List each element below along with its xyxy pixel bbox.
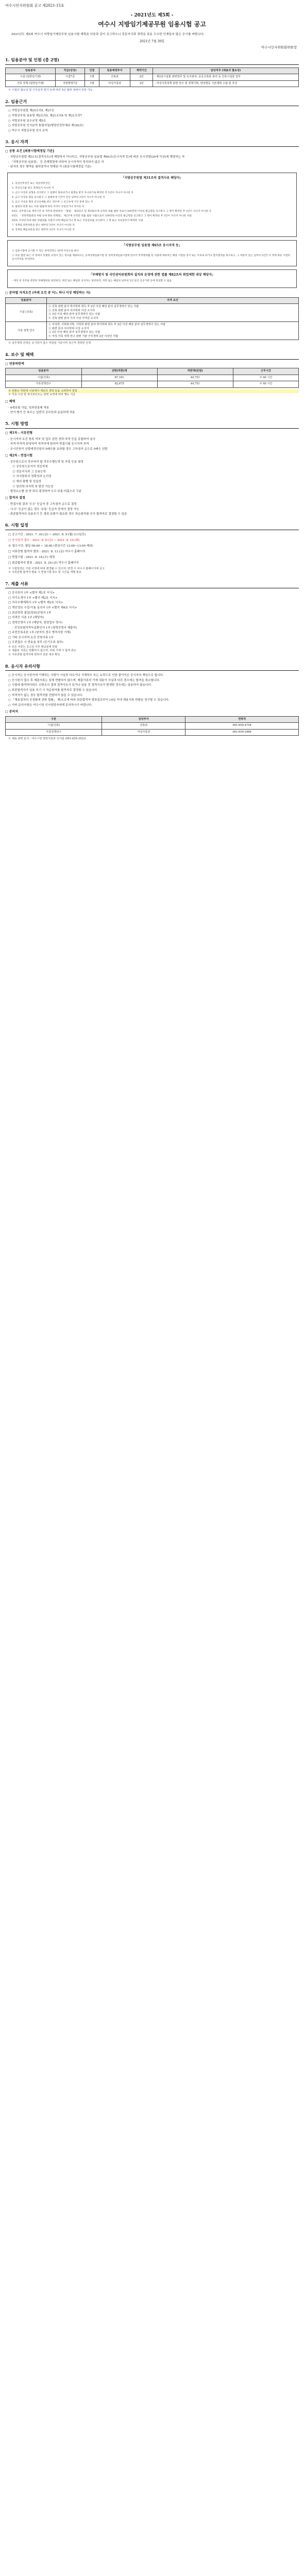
schedule-note: ※ 서류전형 합격자 발표 시 면접시험 장소 및 시간을 개별 통보 <box>8 571 81 574</box>
positions-table <box>5 67 299 88</box>
box-line: 2. 파산선고를 받고 복권되지 아니한 자 <box>12 187 54 190</box>
list-item: □ 응시원서 1부 <별지 제1호 서식> <box>8 591 55 595</box>
list-item: ○ 응시자는 응시원서에 기재하는 사항이 사실과 다르거나 기재착오 또는 누락으로 인한 불이익은 응시자의 책임으로 합니다. <box>8 674 164 677</box>
box-line: - 재직 중 직무와 관련된 부패행위로 당연퇴직, 파면 또는 해임된 공직자는 당연퇴직, 파면 또는 해임된 날부터 5년 동안 공공기관 등에 취업할 수 없음 <box>12 279 172 282</box>
box-line: 7. 징계로 파면처분을 받은 때부터 5년이 지나지 아니한 자 <box>12 224 75 227</box>
table-header: 자격 요건 <box>47 297 299 304</box>
section-title: 4. 보수 및 혜택 <box>5 352 299 360</box>
table-cell <box>47 304 299 322</box>
subsection-title: □ 문의처 <box>5 709 19 714</box>
table-cell: 1명 <box>85 74 99 81</box>
table-header: 연락처 <box>185 716 299 723</box>
table-cell: 061-659-4754 <box>185 723 299 730</box>
table-cell: 061-659-3466 <box>185 729 299 736</box>
box-title: 「지방공무원 임용령 제65조 응시자격 등」 <box>122 243 182 247</box>
list-item: - 「지방공무원 임용령」 등 관계법령에 의하여 응시자격이 정지되지 않은 자 <box>8 160 104 164</box>
section-title: 6. 시험 일정 <box>5 522 299 530</box>
list-item: □ 경력증명서 1부 (해당자, 담당업무 명시) <box>8 621 62 624</box>
subsection-title: □ 합격자 결정 <box>5 496 25 500</box>
list-item: ○ 지방공무원 보수규정 제5조 <box>8 119 46 123</box>
table-cell: 가족정책연구 <box>6 381 82 388</box>
box-title: 「부패방지 및 국민권익위원회의 설치와 운영에 관한 법률 제82조의 취업제한 대상 해당자」 <box>89 273 215 277</box>
salary-table <box>5 368 299 388</box>
table-cell: 2년 <box>130 80 153 87</box>
section-schedule <box>5 522 299 574</box>
list-item: □ 기타 응시자격 요건 증빙서류 1부 <box>8 636 54 639</box>
list-item: ○ 최종합격자가 임용 포기 시 차순위자를 합격자로 결정할 수 있습니다. <box>8 688 98 692</box>
list-item: ○ 「채용절차의 공정화에 관한 법률」 제11조에 따라 최종합격자 발표일로부터 14일 이내 채용서류 반환을 청구할 수 있습니다. <box>8 699 170 702</box>
list-item: ○ 지방공무원 임용령 제3조의5, 제21조의4 및 제21조의7 <box>8 114 82 117</box>
list-item: ⑤ 창의력·의지력 및 발전 가능성 <box>12 485 54 488</box>
table-header: 인원 <box>85 67 99 74</box>
section-legal-basis <box>5 99 299 133</box>
list-item: □ 자기소개서 1부 <별지 제2호 서식> <box>8 596 58 600</box>
table-header: 임용분야 <box>6 67 56 74</box>
list-item: - 적격·부적격 판정하여 적격자에 한하여 면접시험 응시자격 부여 <box>8 443 89 446</box>
list-item: □ 개인정보 수집·이용 동의서 1부 <별지 제4호 서식> <box>8 606 77 610</box>
table-cell: 여성가족과 <box>102 729 185 736</box>
box-line: 3. 금고 이상의 실형을 선고받고 그 집행이 종료되거나 집행을 받지 아니하기로 확정된 후 5년이 지나지 아니한 자 <box>12 192 133 195</box>
section-qualifications <box>5 139 299 346</box>
table-row <box>6 322 299 340</box>
list-item: ○ 시험에 합격하더라도 신원조사 결과 결격사유가 있거나 임용 전 결격사유가 발생한 경우에는 임용하지 않습니다. <box>8 684 152 687</box>
list-item: ○ 응시원서 접수 후 제출서류는 일체 반환하지 않으며, 제출서류의 기재 내용이 사실과 다른 경우에는 합격을 취소합니다. <box>8 679 160 682</box>
subsection-title: □ 분야별 자격요건 (아래 요건 중 어느 하나 이상 해당하는 자) <box>5 291 91 295</box>
schedule-item: □ 서류전형 합격자 발표 : 2021. 8. 13.(금) 여수시 홈페이지 <box>8 550 86 554</box>
qualification-item: ① 건축 관련 분야 학사학위 취득 후 2년 이상 해당 분야 실무경력이 있는 사람 <box>48 305 139 309</box>
announcement-date: 2021년 7월 30일 <box>140 39 164 43</box>
subsection-title: □ 연봉하한액 <box>5 362 24 366</box>
anticorruption-box <box>7 269 297 288</box>
table-cell: 시설(건축) <box>6 375 82 381</box>
schedule-item: □ 응시원서 접수 : 2021. 8. 6.(금) ~ 2021. 8. 10.(화) <box>8 539 80 543</box>
table-cell: 87,161 <box>81 375 157 381</box>
box-line: 4. 금고 이상의 형을 선고받고 그 집행유예 기간이 끝난 날부터 2년이 지나지 아니한 자 <box>12 196 105 199</box>
qualification-item: ③ 3년 이상 해당 분야 실무경력이 있는 사람 <box>48 313 100 316</box>
box-title: 「지방공무원법 제31조의 결격사유 해당자」 <box>121 176 183 180</box>
qualification-item: ① 여성학, 사회복지학, 가족학 관련 분야 학사학위 취득 후 2년 이상 해당 분야 실무경력이 있는 사람 <box>48 323 165 327</box>
eligibility-box <box>7 240 297 267</box>
table-cell: 82,675 <box>81 381 157 388</box>
list-item: □ 자격증 사본 1부 (해당자) <box>8 616 44 620</box>
list-item: ○ 적격자가 없는 경우 합격자를 선발하지 않을 수 있습니다. <box>8 693 83 697</box>
list-item: - '우수' 등급이 없는 경우 '보통' 등급자 중에서 결정 가능 <box>8 507 79 511</box>
qualification-table <box>5 297 299 341</box>
subsection-title: □ 제2차 : 면접시험 <box>5 453 33 457</box>
qualification-item: ② 관련 분야 석사학위 이상 소지자 <box>48 327 89 330</box>
schedule-note: ※ 시험일정은 기관 사정에 따라 변경될 수 있으며, 변경 시 여수시 홈페이지에 공고 <box>8 567 105 570</box>
qualification-item: ④ 여성·가족 정책 연구 관련 기관 근무경력 2년 이상인 사람 <box>48 334 119 338</box>
table-cell: 여성가족과 <box>99 80 130 87</box>
table-cell: 시설7급 <box>55 74 85 81</box>
list-item: □ 최종학력 졸업(학위)증명서 1부 <box>8 611 52 615</box>
list-item: ○ 지방공무원법 제25조의5, 제27조 <box>8 109 55 113</box>
table-cell: 건축과 <box>102 723 185 730</box>
list-item: - 응시자격 요건 충족 여부 및 업무 관련 경력·자격 등을 종합하여 심사 <box>8 437 96 441</box>
table-cell: 1명 <box>85 80 99 87</box>
section-salary <box>5 352 299 415</box>
table-cell: 시설(건축) <box>6 723 102 730</box>
salary-note: ※ 연봉은 하한액 이상에서 개인의 경력 등을 고려하여 결정 <box>8 389 299 394</box>
section-title: 8. 응시자 유의사항 <box>5 664 299 671</box>
table-cell: 가족 정책 (일반임기제) <box>6 80 56 87</box>
table-cell <box>47 322 299 340</box>
document-number: 여수시인사위원회 공고 제2021-15호 <box>5 4 64 8</box>
table-cell: 주 40 시간 <box>233 381 298 388</box>
table-header: 임용분야 <box>6 297 47 304</box>
list-item: □ 주민등록초본 1부 (남자의 경우 병적사항 기재) <box>8 631 71 635</box>
table-row <box>6 723 299 730</box>
box-line: 6의4. 미성년자에 대한 성범죄를 저질러 파면·해임되거나 형 또는 치료감호를 선고받아 그 형 또는 치료감호가 확정된 사람 <box>12 219 143 222</box>
table-cell: 44,751 <box>157 381 233 388</box>
contact-table <box>5 716 299 736</box>
table-row <box>6 80 299 87</box>
section-title: 5. 시험 방법 <box>5 421 299 429</box>
table-header: 하한액(만원) <box>157 368 233 375</box>
issuing-organization: 여수시인사위원회위원장 <box>261 45 297 49</box>
subsection-title: □ 제1차 : 서류전형 <box>5 431 33 435</box>
table-cell: - 여성가족정책 관련 연구 및 정책기획, 양성평등 기본계획 수립 및 추진 <box>153 80 299 87</box>
subsection-title: □ 공통 요건 [최종시험예정일 기준] <box>5 149 55 153</box>
box-line: ② 다른 법령 또는 이 영에서 특별한 규정이 있는 경우를 제외하고는 공개경쟁임용시험 및 경력경쟁임용시험에 있어서 부정행위를 한 사람에 대하여는 해당 시험을 정지 또는 무효로 하거나 합격결정을 취소하고, 그 처분이 있은 날부터 5년간 이 영에 따른 시험의 응시자격을 정지한다. <box>12 255 291 261</box>
title-subheading: - 2021년도 제5회 - <box>130 13 174 19</box>
list-item: □ 우편접수 시 반송용 봉투 (등기우표 첨부) <box>8 641 63 645</box>
table-cell: 시설 (일반임기제) <box>6 74 56 81</box>
section-positions <box>5 57 299 93</box>
box-line: 5. 금고 이상의 형의 선고유예를 받은 경우에 그 선고유예 기간 중에 있는 자 <box>12 201 93 204</box>
table-cell: 가족 정책 연구 <box>6 322 47 340</box>
list-item: ○ 여수시 지방공무원 인사 규칙 <box>8 129 48 132</box>
qualification-item: ④ 건축 관련 분야 기사 이상 자격증 소지자 <box>48 316 98 320</box>
section-title: 3. 응시 자격 <box>5 139 299 147</box>
subsection-title: □ 혜택 <box>5 399 15 403</box>
title-block <box>5 12 299 29</box>
disqualification-box <box>7 173 297 237</box>
table-row <box>6 74 299 81</box>
list-item: ○ 지방공무원 인사분야 통합지침(행정안전부예규 제182호) <box>8 124 83 128</box>
schedule-item: ※ 접수시간: 평일 09:00 ~ 18:00 (점심시간 12:00~13:00 제외) <box>8 545 93 548</box>
table-header: 상한(하한)액 <box>81 368 157 375</box>
table-cell: 2년 <box>130 74 153 81</box>
table-header: 구분 <box>6 716 102 723</box>
list-item: - 4대보험 가입, 성과연봉제 적용 <box>8 406 49 410</box>
qualification-item: ③ 3년 이상 해당 분야 실무경력이 있는 사람 <box>48 331 100 334</box>
table-cell: 가족정책연구 <box>6 729 102 736</box>
list-item: ① 공무원으로서의 정신자세 <box>12 465 48 469</box>
list-item: - 남자의 경우 병역을 필하였거나 면제된 자 (최종시험예정일 기준) <box>8 165 91 169</box>
table-row <box>6 381 299 388</box>
contact-footer: ※ 채용 관련 문의 : 여수시청 행정지원과 인사팀 (061-659-3523) <box>8 737 86 741</box>
box-line: 1. 피성년후견인 또는 피한정후견인 <box>12 182 50 185</box>
list-item: - 연가·병가 등 복무는 일반직 공무원과 동일하게 적용 <box>8 411 75 415</box>
section-notices <box>5 664 299 741</box>
documents-note: ※ 제출된 서류는 반환하지 않으며, 허위 기재 시 합격 취소 <box>8 649 76 653</box>
section-title: 1. 임용분야 및 인원 (총 2명) <box>5 57 299 65</box>
list-item: - 공무원으로서 갖추어야 할 직무수행능력 및 자질 등을 평정 <box>8 460 83 464</box>
intro-paragraph: 2021년도 제5회 여수시 지방임기제공무원 임용시험 계획을 다음과 같이 공고하오니 전문지식과 경력을 갖춘 우수한 인재들의 많은 응시를 바랍니다. <box>11 32 205 36</box>
table-row <box>6 375 299 381</box>
box-line: ① 임용시험에 응시할 수 있는 최저연령은 20세 이상으로 한다. <box>12 250 80 253</box>
table-cell: 주 40 시간 <box>233 375 298 381</box>
section-title: 7. 제출 서류 <box>5 581 299 589</box>
documents-note: ※ 모든 서류는 공고일 이후 발급분에 한함 <box>8 645 58 649</box>
list-item: ② 전문지식과 그 응용능력 <box>12 470 46 473</box>
list-item: - 건강보험자격득실확인서 1부 (경력증명서 제출자) <box>12 626 77 630</box>
section-documents <box>5 581 299 657</box>
table-header: 임용예정부서 <box>99 67 130 74</box>
table-cell: 지방행정7급 <box>55 80 85 87</box>
schedule-item: □ 면접시험 : 2021. 8. 18.(수) 예정 <box>8 556 55 560</box>
box-line: 8. 징계로 해임처분을 받은 때부터 3년이 지나지 아니한 자 <box>12 228 75 231</box>
positions-note: ※ 시험의 필요성 및 근무실적 평가 등에 따라 5년 범위 내에서 연장 가능 <box>8 89 93 92</box>
section-exam-method <box>5 421 299 516</box>
list-item: ③ 의사발표의 정확성과 논리성 <box>12 475 52 479</box>
table-header: 임용분야 <box>6 368 82 375</box>
salary-note: ※ 각종 수당 및 복지포인트는 관련 규정에 따라 별도 지급 <box>8 393 76 397</box>
qualification-item: ② 건축 관련 분야 석사학위 이상 소지자 <box>48 309 95 312</box>
list-item: ④ 예의·품행 및 성실성 <box>12 480 41 483</box>
table-row <box>6 304 299 322</box>
list-item: - 면접시험 결과 '우수' 등급자 중 고득점자 순으로 결정 <box>8 503 77 506</box>
list-item: - 지방공무원법 제31조(결격사유)에 해당하지 아니하고, 지방공무원 임용령 제65조(응시자격 등)에 따른 응시연령(20세 이상)에 해당하는 자 <box>8 156 185 159</box>
list-item: - 평정요소별 상·중·하로 평정하여 우수·보통·미흡으로 구분 <box>8 490 82 494</box>
list-item: □ 직무수행계획서 1부 <별지 제3호 서식> <box>8 601 63 605</box>
documents-note: ※ 서류전형 합격자에 한하여 원본 대조 확인 <box>8 653 60 656</box>
qualification-note: ※ 실무경력 산정은 응시원서 접수 마감일 기준이며 상근직 경력만 인정 <box>8 342 91 345</box>
box-line: 6의3. 「성폭력범죄의 처벌 등에 관한 특례법」 제2조에 규정된 죄를 범한 사람으로서 100만원 이상의 벌금형을 선고받고 그 형이 확정된 후 3년이 지나지 아니한 사람 <box>12 214 192 217</box>
table-header: 계약기간 <box>130 67 153 74</box>
list-item: - 응시인원이 선발예정인원의 5배수를 초과할 경우 고득점자 순으로 5배수 선발 <box>8 447 108 451</box>
list-item: - 최종합격자의 임용포기 등 결원 보충이 필요한 경우 차순위자를 추가 합격자로 결정할 수 있음 <box>8 513 127 516</box>
schedule-item: □ 공고기간 : 2021. 7. 30.(금) ~ 2021. 8. 9.(월) (11일간) <box>8 533 86 536</box>
table-cell: 건축과 <box>99 74 130 81</box>
box-line: 6. 법원의 판결 또는 다른 법률에 따라 자격이 상실되거나 정지된 자 <box>12 206 85 208</box>
box-line: 6의2. 공무원으로 재직기간 중 직무와 관련하여 「형법」 제355조 및 제356조에 규정된 죄를 범한 자로서 300만원 이상의 벌금형을 선고받고 그 형이 확정된 후 2년이 지나지 아니한 자 <box>12 210 212 213</box>
table-cell: 44,751 <box>157 375 233 381</box>
table-header: 담당직무 (채용의 필요성) <box>153 67 299 74</box>
section-title: 2. 임용근거 <box>5 99 299 107</box>
table-header: 근무시간 <box>233 368 298 375</box>
table-header: 직급(상당) <box>55 67 85 74</box>
table-row <box>6 729 299 736</box>
page-title: 여수시 지방임기제공무원 임용시험 공고 <box>98 21 206 28</box>
schedule-item: □ 최종합격자 발표 : 2021. 8. 20.(금) 여수시 홈페이지 <box>8 562 79 565</box>
list-item: ○ 기타 문의사항은 여수시청 인사담당자에게 문의하시기 바랍니다. <box>8 703 93 707</box>
table-cell: 시설 (건축) <box>6 304 47 322</box>
table-cell: - 제2종시설물 관련업무 및 유지관리, 공공건축물 관리 등 건축시설물 업무 <box>153 74 299 81</box>
table-header: 담당부서 <box>102 716 185 723</box>
